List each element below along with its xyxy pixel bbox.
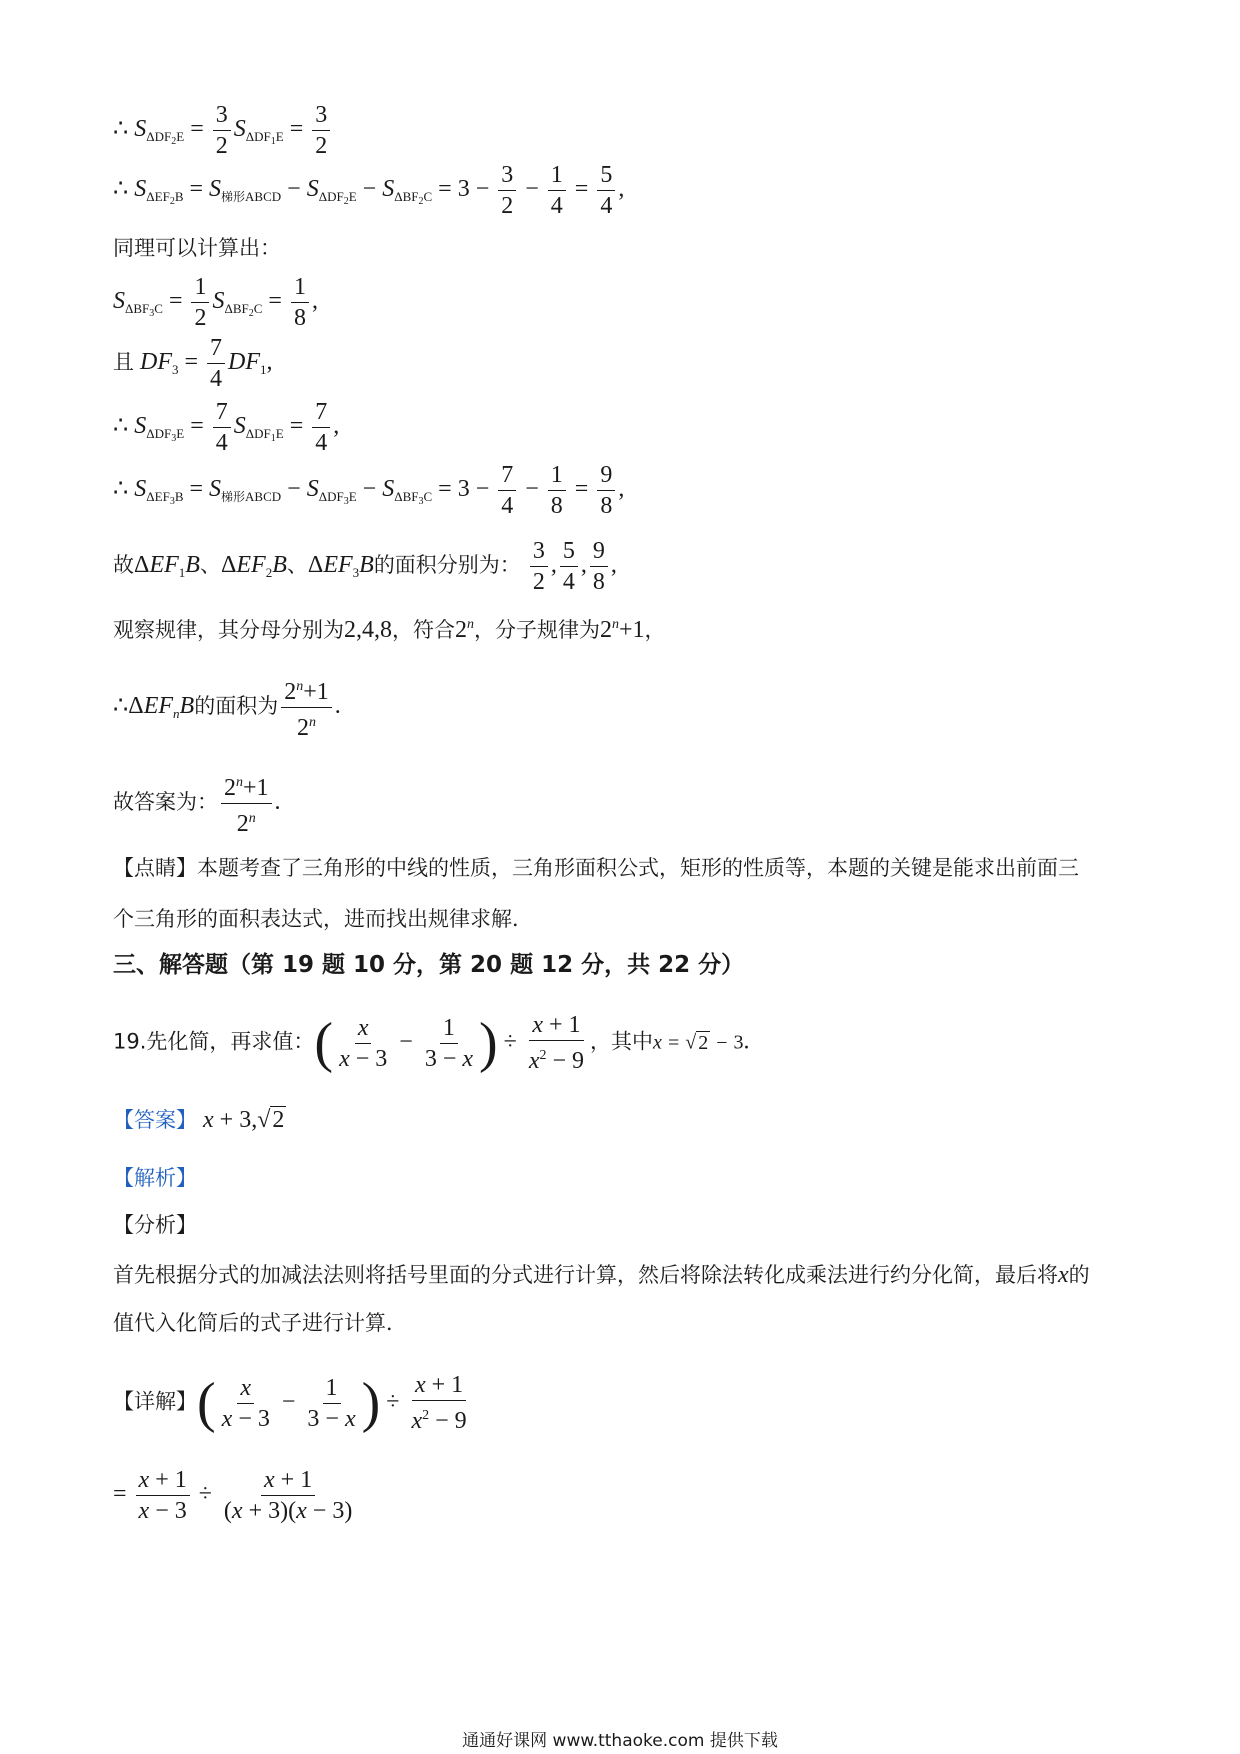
equation-line-5: 且 $DF_3$ = $\frac{7}{4}$ $DF_1$, (113, 335, 273, 392)
fenxi-text-1: 首先根据分式的加减法法则将括号里面的分式进行计算，然后将除法转化成乘法进行约分化简，最后将x的 (113, 1262, 1090, 1288)
dianjing-line-1: 【点睛】本题考查了三角形的中线的性质，三角形面积公式，矩形的性质等，本题的关键是能求出前面三 (113, 856, 1079, 880)
equation-line-8: 故$\Delta EF_1B$、$\Delta EF_2B$、$\Delta EF_3B$的面积分别为： $\frac{3}{2}$ , $\frac{5}{4}$ , $\frac{9}{8}$ , (113, 538, 617, 595)
section-heading: 三、解答题（第 19 题 10 分，第 20 题 12 分，共 22 分） (113, 952, 745, 978)
fenxi-text-2: 值代入化简后的式子进行计算． (113, 1311, 407, 1335)
answer-fill-line: 故答案为： $\frac{2^n+1}{2^n}$ . (113, 768, 281, 839)
equation-line-10: $\therefore\Delta EF_nB$的面积为 $\frac{2^n+1}{2^n}$ . (113, 672, 341, 743)
equation-line-4: $S_{\Delta BF_3C}$ = $\frac{1}{2}$ $S_{\Delta BF_2C}$ = $\frac{1}{8}$ , (113, 274, 318, 331)
footer-source: 通通好课网 www.tthaoke.com 提供下载 (462, 1731, 778, 1751)
question-19: 19.先化简，再求值：( $\frac{x}{x - 3}$ − $\frac{1}{3 - x}$ ) ÷ $\frac{x + 1}{x^2 - 9}$ ，其中x = √ 2 − 3. (113, 1012, 750, 1074)
equation-line-7: ∴ $S_{\Delta EF_3B} = S_{梯形ABCD} - S_{\Delta DF_3E} - S_{\Delta BF_3C} = 3$ − $\frac{7}{4}$ − $\frac{1}{8}$ = $\frac{9}{8}$ , (113, 462, 625, 519)
answer-line: 【答案】 x + 3,√2 (113, 1107, 285, 1133)
equation-line-6: ∴ $S_{\Delta DF_3E}$ = $\frac{7}{4}$ $S_{\Delta DF_1E}$ = $\frac{7}{4}$ , (113, 399, 340, 456)
text-line-3: 同理可以计算出： (113, 236, 281, 260)
fenxi-label: 【分析】 (113, 1213, 197, 1237)
detail-line-2: = $\frac{x + 1}{x - 3}$ ÷ $\frac{x + 1}{(x + 3)(x - 3)}$ (113, 1467, 353, 1524)
analysis-label: 【解析】 (113, 1166, 197, 1190)
dianjing-line-2: 个三角形的面积表达式，进而找出规律求解． (113, 907, 533, 931)
detail-line-1: 【详解】( $\frac{x}{x - 3}$ − $\frac{1}{3 - x}$ ) ÷ $\frac{x + 1}{x^2 - 9}$ (113, 1372, 467, 1434)
equation-line-2: ∴ $S_{\Delta EF_2B} = S_{梯形ABCD} - S_{\Delta DF_2E} - S_{\Delta BF_2C} = 3$ − $\frac{3}{2}$ − $\frac{1}{4}$ = $\frac{5}{4}$ , (113, 162, 625, 219)
text-line-9: 观察规律，其分母分别为2,4,8，符合2$^n$，分子规律为$2^n+1$， (113, 617, 666, 643)
equation-line-1: ∴ $S_{\Delta DF_2E}$ = $\frac{3}{2}$ $S_{\Delta DF_1E}$ = $\frac{3}{2}$ (113, 100, 333, 161)
